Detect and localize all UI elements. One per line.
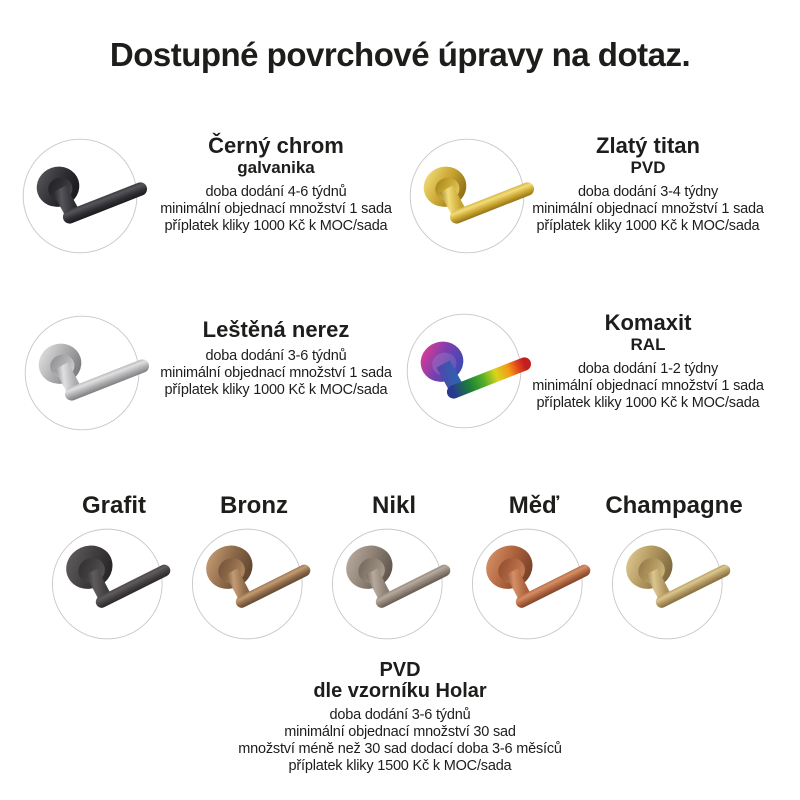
finish-details (518, 184, 778, 235)
finish-card-text (518, 311, 778, 412)
finish-details (518, 361, 778, 412)
swatch-name: Měď (508, 492, 560, 519)
product-photo-lestena-nerez (24, 315, 154, 431)
finish-details (146, 184, 406, 235)
pvd-subtitle: dle vzorníku Holar (313, 680, 487, 702)
finish-name: Komaxit (604, 310, 692, 335)
pvd-info-block (180, 660, 620, 775)
finish-name: Černý chrom (208, 133, 344, 158)
finish-card-text (518, 134, 778, 235)
swatch-name: Grafit (81, 492, 146, 519)
finish-detail-line: doba dodání 4-6 týdnů (205, 184, 347, 200)
product-photo-cerny-chrom (22, 138, 152, 254)
finish-detail-line: minimální objednací množství 1 sada (532, 378, 764, 394)
pvd-details (180, 707, 620, 775)
pvd-title: PVD (379, 659, 421, 681)
finish-detail-line: příplatek kliky 1000 Kč k MOC/sada (164, 382, 388, 398)
finish-detail-line: doba dodání 1-2 týdny (577, 361, 719, 377)
product-photo-nikl (331, 528, 457, 640)
finish-name: Leštěná nerez (202, 317, 350, 342)
pvd-detail-line: množství méně než 30 sad dodací doba 3-6 měsíců (238, 741, 562, 757)
product-photo-grafit (51, 528, 177, 640)
swatch-name: Champagne (605, 492, 743, 519)
finish-detail-line: doba dodání 3-6 týdnů (205, 348, 347, 364)
swatch-name: Nikl (371, 492, 416, 519)
pvd-swatch-champagne (604, 492, 744, 519)
product-photo-champagne (611, 528, 737, 640)
pvd-swatch-bronz (184, 492, 324, 519)
finish-card-komaxit (404, 306, 800, 484)
finish-detail-line: minimální objednací množství 1 sada (160, 201, 392, 217)
finish-name: Zlatý titan (596, 133, 700, 158)
finish-detail-line: minimální objednací množství 1 sada (160, 365, 392, 381)
finish-card-cerny-chrom (20, 130, 404, 308)
pvd-swatch-med (464, 492, 604, 519)
pvd-detail-line: příplatek kliky 1500 Kč k MOC/sada (288, 758, 512, 774)
finish-details (146, 348, 406, 399)
pvd-swatch-grafit (44, 492, 184, 519)
finish-card-text (146, 134, 406, 235)
finish-detail-line: příplatek kliky 1000 Kč k MOC/sada (536, 218, 760, 234)
finish-process: RAL (630, 335, 666, 354)
finish-detail-line: minimální objednací množství 1 sada (532, 201, 764, 217)
pvd-detail-line: minimální objednací množství 30 sad (284, 724, 516, 740)
finish-process: PVD (630, 158, 666, 177)
page-title: Dostupné povrchové úpravy na dotaz. (109, 36, 691, 73)
pvd-swatch-nikl (324, 492, 464, 519)
product-photo-bronz (191, 528, 317, 640)
finish-card-text (146, 318, 406, 399)
finish-detail-line: příplatek kliky 1000 Kč k MOC/sada (164, 218, 388, 234)
finish-detail-line: doba dodání 3-4 týdny (577, 184, 719, 200)
swatch-name: Bronz (220, 492, 288, 519)
finish-card-lestena-nerez (20, 308, 404, 486)
product-photo-komaxit (406, 313, 536, 429)
pvd-detail-line: doba dodání 3-6 týdnů (329, 707, 471, 723)
finish-detail-line: příplatek kliky 1000 Kč k MOC/sada (536, 395, 760, 411)
finish-process: galvanika (237, 158, 315, 177)
product-photo-med (471, 528, 597, 640)
finish-card-zlaty-titan (404, 130, 800, 308)
